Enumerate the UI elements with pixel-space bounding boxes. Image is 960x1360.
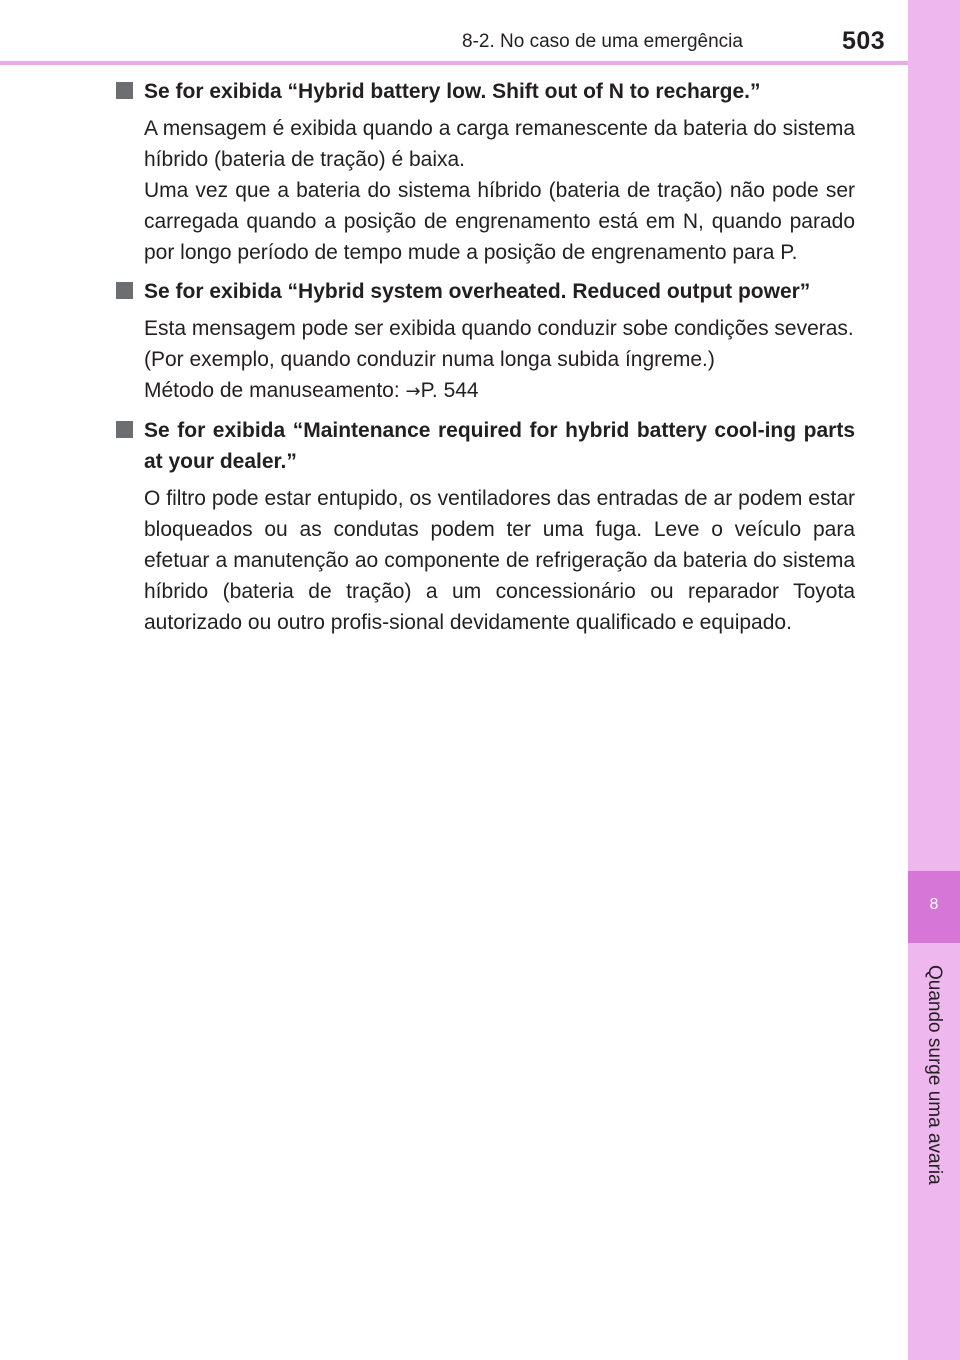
item-body: [115, 483, 855, 638]
header-divider: [0, 61, 908, 65]
paragraph: A mensagem é exibida quando a carga remanescente da bateria do sistema híbrido (bateria de tração) é baixa.: [144, 117, 855, 171]
item-heading-text: Se for exibida “Maintenance required for hybrid battery cool-ing parts at your dealer.”: [144, 419, 855, 473]
item-heading-text: Se for exibida “Hybrid battery low. Shift out of N to recharge.”: [144, 80, 761, 103]
arrow-right-icon: →: [405, 381, 421, 402]
square-bullet-icon: [116, 82, 133, 99]
square-bullet-icon: [116, 282, 133, 299]
message-item-system-overheated: [115, 276, 855, 407]
section-title: 8-2. No caso de uma emergência: [462, 31, 743, 52]
paragraph: (Por exemplo, quando conduzir numa longa subida íngreme.): [144, 348, 715, 371]
item-body: [115, 113, 855, 268]
chapter-number: 8: [908, 871, 960, 943]
item-heading: [115, 76, 855, 107]
page-content: [115, 76, 855, 638]
paragraph: O filtro pode estar entupido, os ventiladores das entradas de ar podem estar bloqueados ou as condutas podem ter uma fuga. Leve o veículo para efetuar a manutenção ao componente de refrigeração da bateria do sistema híbrido (bateria de tração) a um concessionário ou reparador Toyota autorizado ou outro profis-sional devidamente qualificado e equipado.: [144, 487, 855, 634]
page-reference: [144, 375, 855, 407]
item-heading-text: Se for exibida “Hybrid system overheated. Reduced output power”: [144, 280, 811, 303]
reference-page-link[interactable]: P. 544: [420, 379, 479, 402]
item-heading: [115, 415, 855, 477]
page-number: 503: [842, 27, 886, 55]
chapter-title: Quando surge uma avaria: [924, 965, 945, 1185]
item-heading: [115, 276, 855, 307]
square-bullet-icon: [116, 421, 133, 438]
paragraph: Esta mensagem pode ser exibida quando conduzir sobe condições severas.: [144, 317, 854, 340]
message-item-battery-low: [115, 76, 855, 268]
item-body: [115, 313, 855, 407]
paragraph: Uma vez que a bateria do sistema híbrido (bateria de tração) não pode ser carregada quando a posição de engrenamento está em N, quando parado por longo período de tempo mude a posição de engrenamento para P.: [144, 179, 855, 264]
chapter-side-tab: [908, 0, 960, 1360]
reference-label: Método de manuseamento:: [144, 379, 400, 402]
message-item-maintenance-required: [115, 415, 855, 638]
